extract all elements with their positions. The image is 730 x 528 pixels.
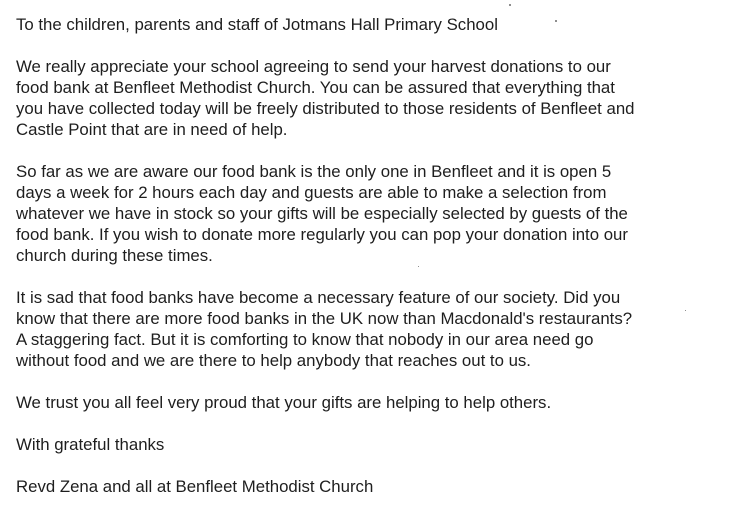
scan-speck: [509, 4, 511, 6]
scan-speck: [555, 20, 557, 22]
paragraph-pride: We trust you all feel very proud that your gifts are helping to help others.: [16, 393, 552, 412]
scan-speck: [685, 310, 686, 311]
scan-speck: [418, 266, 419, 267]
closing: With grateful thanks: [16, 435, 165, 454]
paragraph-food-bank-info: So far as we are aware our food bank is the only one in Benfleet and it is open 5 days a week for 2 hours each day and guests are able to make a selection from whatever we have in stock so your gifts will be especially selected by guests of the food bank. If you wish to donate more regularly you can pop your donation into our church during these times.: [16, 162, 628, 265]
paragraph-appreciation: We really appreciate your school agreeing to send your harvest donations to our food bank at Benfleet Methodist Church. You can be assured that everything that you have collected today will be freely distributed to those residents of Benfleet and Castle Point that are in need of help.: [16, 57, 635, 139]
salutation: To the children, parents and staff of Jotmans Hall Primary School: [16, 15, 498, 34]
paragraph-society: It is sad that food banks have become a necessary feature of our society. Did you know that there are more food banks in the UK now than Macdonald's restaurants? A staggering fact. But it is comforting to know that nobody in our area need go without food and we are there to help anybody that reaches out to us.: [16, 288, 633, 370]
letter-body: [16, 14, 722, 497]
signature: Revd Zena and all at Benfleet Methodist Church: [16, 477, 374, 496]
